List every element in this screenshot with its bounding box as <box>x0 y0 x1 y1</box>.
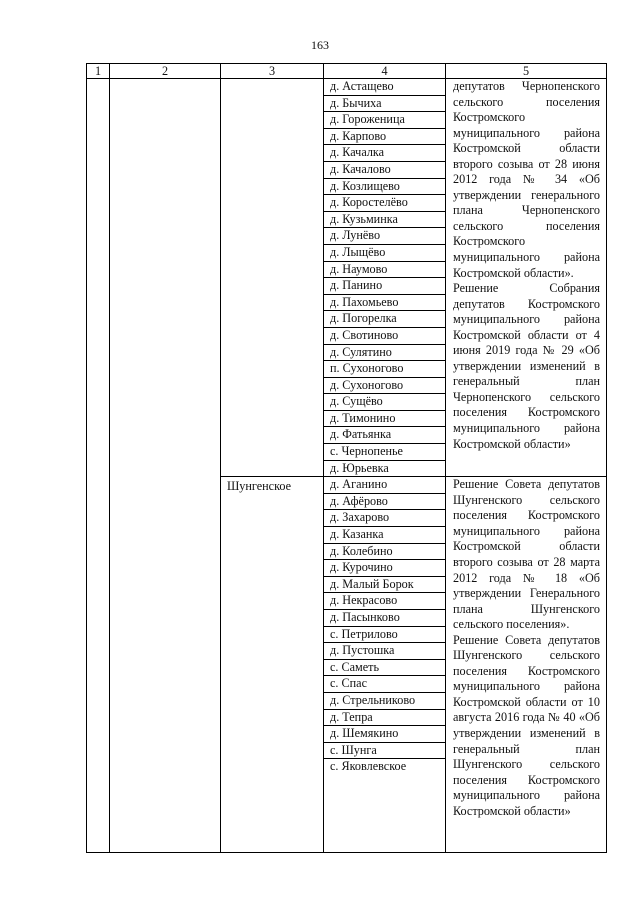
settlements-table <box>86 63 607 853</box>
list-item: д. Сулятино <box>324 345 445 362</box>
decision-text: Решение Совета депутатов Шунгенского сельского поселения Костромского муниципального района Костромской области от 10 августа 2016 года № 40 «Об утверждении изменений в генеральный план Шунгенского сельского поселения Костромского муниципального района Костромской области» <box>453 632 600 818</box>
header-col-3: 3 <box>221 64 324 79</box>
list-item: д. Юрьевка <box>330 460 389 475</box>
list-item: д. Малый Борок <box>324 577 445 594</box>
list-item: д. Свотиново <box>324 328 445 345</box>
col-2-cell <box>110 79 221 853</box>
header-col-1: 1 <box>87 64 110 79</box>
list-item: д. Сухоногово <box>324 378 445 395</box>
list-item: с. Шунга <box>324 743 445 760</box>
decision-text: Решение Совета депутатов Шунгенского сельского поселения Костромского муниципального района Костромской области второго созыва от 28 марта 2012 года № 18 «Об утверждении Генерального плана Шунгенского сельского поселения». <box>453 477 600 632</box>
decision-cell <box>446 477 607 853</box>
header-col-4: 4 <box>324 64 446 79</box>
list-item: д. Качалка <box>324 145 445 162</box>
settlements-cell <box>324 79 446 477</box>
table-row <box>87 79 607 477</box>
decision-text: Решение Собрания депутатов Костромского муниципального района Костромской области от 4 июня 2019 года № 29 «Об утверждении изменений в генеральный план Чернопенского сельского поселения Костромского муниципального района Костромской области» <box>453 281 600 451</box>
list-item: д. Стрельниково <box>324 693 445 710</box>
list-item: с. Чернопенье <box>324 444 445 461</box>
list-item: д. Некрасово <box>324 593 445 610</box>
list-item: д. Кузьминка <box>324 212 445 229</box>
list-item: с. Саметь <box>324 660 445 677</box>
list-item: д. Колебино <box>324 544 445 561</box>
district-cell: Шунгенское <box>221 477 324 853</box>
list-item: д. Бычиха <box>324 96 445 113</box>
settlements-cell <box>324 477 446 853</box>
header-col-5: 5 <box>446 64 607 79</box>
list-item: д. Астащево <box>324 79 445 96</box>
decision-cell <box>446 79 607 477</box>
list-item: д. Казанка <box>324 527 445 544</box>
district-cell <box>221 79 324 477</box>
list-item: с. Петрилово <box>324 627 445 644</box>
list-item: д. Шемякино <box>324 726 445 743</box>
header-row <box>87 64 607 79</box>
list-item: д. Гороженица <box>324 112 445 129</box>
list-item: д. Погорелка <box>324 311 445 328</box>
list-item: д. Захарово <box>324 510 445 527</box>
list-item: д. Лунёво <box>324 228 445 245</box>
list-item: п. Сухоногово <box>324 361 445 378</box>
list-item: д. Пустошка <box>324 643 445 660</box>
list-item: д. Тепра <box>324 710 445 727</box>
list-item: д. Коростелёво <box>324 195 445 212</box>
col-1-cell <box>87 79 110 853</box>
page-number: 163 <box>311 38 329 52</box>
list-item: д. Афёрово <box>324 494 445 511</box>
list-item: д. Тимонино <box>324 411 445 428</box>
list-item: д. Сущёво <box>324 394 445 411</box>
list-item: с. Яковлевское <box>330 759 407 774</box>
list-item: д. Панино <box>324 278 445 295</box>
list-item: д. Качалово <box>324 162 445 179</box>
header-col-2: 2 <box>110 64 221 79</box>
list-item: д. Лыщёво <box>324 245 445 262</box>
decision-text: депутатов Чернопенского сельского поселения Костромского муниципального района Костромской области второго созыва от 28 июня 2012 года № 34 «Об утверждении генерального плана Чернопенского сельского поселения Костромского муниципального района Костромской области». <box>453 79 600 280</box>
list-item: д. Козлищево <box>324 179 445 196</box>
list-item: д. Карпово <box>324 129 445 146</box>
list-item: с. Спас <box>324 676 445 693</box>
list-item: д. Пасынково <box>324 610 445 627</box>
list-item: д. Пахомьево <box>324 295 445 312</box>
list-item: д. Фатьянка <box>324 427 445 444</box>
list-item: д. Курочино <box>324 560 445 577</box>
list-item: д. Наумово <box>324 262 445 279</box>
list-item: д. Аганино <box>324 477 445 494</box>
